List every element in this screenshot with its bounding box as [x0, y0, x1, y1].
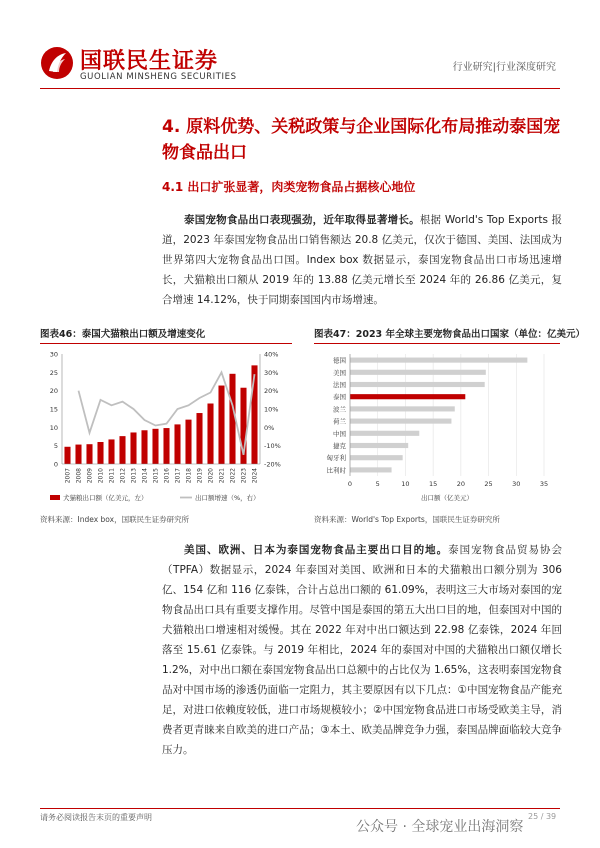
y-right-tick-label: -10%	[264, 442, 281, 451]
x-tick-label: 2008	[75, 468, 83, 484]
y-right-tick-label: 0%	[264, 423, 275, 432]
y-category-label: 匈牙利	[326, 454, 346, 463]
y-left-tick-label: 10	[49, 423, 58, 432]
disclaimer-note: 请务必阅读报告末页的重要声明	[40, 813, 152, 822]
y-left-tick-label: 0	[53, 460, 58, 469]
figure-46-chart	[40, 346, 298, 511]
y-right-tick-label: 30%	[264, 368, 279, 377]
report-category: 行业研究|行业深度研究	[452, 62, 556, 73]
legend-label-bar: 犬猫粮出口额（亿美元，左）	[63, 494, 148, 502]
bar-export-value	[119, 436, 125, 464]
x-tick-label: 2022	[229, 468, 237, 484]
y-right-tick-label: 10%	[264, 405, 279, 414]
bar-country	[350, 406, 455, 411]
bar-export-value	[108, 439, 114, 464]
y-right-tick-label: 20%	[264, 387, 279, 396]
y-left-tick-label: 20	[49, 387, 58, 396]
bar-export-value	[174, 424, 180, 464]
bar-export-value	[64, 447, 70, 464]
chart-axes	[327, 354, 549, 502]
paragraph-export-growth	[162, 210, 562, 310]
x-tick-label: 2007	[64, 468, 72, 484]
bar-country	[350, 467, 392, 472]
y-category-label: 美国	[333, 368, 346, 377]
bar-highlight-thailand	[350, 394, 465, 399]
y-right-tick-label: -20%	[264, 460, 281, 469]
figure-46-title: 图表46：泰国犬猫粮出口额及增速变化	[40, 329, 206, 340]
y-left-tick-label: 5	[53, 442, 58, 451]
y-category-label: 比利时	[326, 466, 346, 475]
paragraph-body: 泰国宠物食品贸易协会（TPFA）数据显示，2024 年泰国对美国、欧洲和日本的犬猫粮出口额分别为 306 亿、154 亿和 116 亿泰铢，合计占总出口额的 61.09%，表明这三大市场对泰国的宠物食品出口具有重要支撑作用。尽管中国是泰国的第五大出口目的地，但泰国对中国的犬猫粮出口增速相对缓慢。其在 2022 年对中出口额达到 22.98 亿泰铢，2024 年回落至 15.61 亿泰铢。与 2019 年相比，2024 年的泰国对中国的犬猫粮出口额仅增长 1.2%，对中出口额在泰国宠物食品出口总额中的占比仅为 1.65%，这表明泰国宠物食品对中国市场的渗透仍面临一定阻力，其主要原因有以下几点：①中国宠物食品产能充足，对进口依赖度较低，进口市场规模较小；②中国宠物食品进口市场受欧美主导，消费者更青睐来自欧美的进口产品；③本土、欧美品牌竞争力强，泰国品牌面临较大竞争压力。	[162, 544, 562, 756]
chart-bars	[350, 358, 527, 473]
x-tick-label: 2010	[97, 468, 105, 484]
x-tick-label: 2013	[130, 468, 138, 484]
bar-export-value	[207, 404, 213, 465]
x-tick-label: 10	[401, 480, 410, 488]
bar-country	[350, 455, 403, 460]
subsection-title: 4.1 出口扩张显著，肉类宠物食品占据核心地位	[162, 180, 416, 194]
x-tick-label: 2011	[108, 468, 116, 484]
bar-export-value	[218, 386, 224, 464]
bar-country	[350, 431, 419, 436]
paragraph-lead: 美国、欧洲、日本为泰国宠物食品主要出口目的地。	[184, 544, 449, 556]
chart-bars	[64, 365, 257, 464]
brand-name-cn: 国联民生证券	[80, 49, 219, 74]
bar-country	[350, 382, 485, 387]
y-category-label: 中国	[333, 429, 346, 438]
x-tick-label: 2009	[86, 468, 94, 484]
bar-export-value	[86, 444, 92, 464]
page-number: 25 / 39	[528, 812, 557, 821]
x-tick-label: 20	[456, 480, 465, 488]
y-category-label: 波兰	[333, 405, 346, 414]
figure-47-chart	[314, 346, 562, 511]
x-tick-label: 5	[375, 480, 380, 488]
figure-46-source: 资料来源：Index box，国联民生证券研究所	[40, 515, 190, 524]
legend-swatch-bar	[50, 495, 60, 500]
bar-export-value	[97, 442, 103, 464]
legend-label-line: 出口额增速（%，右）	[195, 494, 260, 502]
x-axis-label: 出口额（亿美元）	[421, 494, 473, 502]
x-tick-label: 2014	[141, 468, 149, 484]
y-category-label: 泰国	[333, 393, 346, 402]
x-tick-label: 2018	[185, 468, 193, 484]
paragraph-export-destinations	[162, 540, 562, 760]
bar-export-value	[130, 432, 136, 464]
x-tick-label: 2021	[218, 468, 226, 484]
footer-divider	[40, 808, 560, 809]
brand-logo-icon	[40, 46, 74, 80]
bar-export-value	[196, 413, 202, 464]
x-tick-label: 25	[484, 480, 493, 488]
figure-47-title: 图表47：2023 年全球主要宠物食品出口国家（单位：亿美元）	[314, 329, 585, 340]
y-category-label: 荷兰	[333, 417, 346, 426]
y-right-tick-label: 40%	[264, 350, 279, 359]
header-divider	[40, 88, 560, 89]
x-tick-label: 2012	[119, 468, 127, 484]
figure-47-source: 资料来源：World's Top Exports，国联民生证券研究所	[314, 515, 500, 524]
wechat-watermark: 公众号 · 全球宠业出海洞察	[356, 819, 524, 835]
bar-export-value	[185, 420, 191, 464]
x-tick-label: 2016	[163, 468, 171, 484]
bar-export-value	[141, 430, 147, 464]
bar-country	[350, 419, 451, 424]
figure-46-rule	[40, 343, 292, 344]
bar-export-value	[152, 429, 158, 464]
x-tick-label: 2023	[240, 468, 248, 484]
x-tick-label: 0	[347, 480, 353, 488]
bar-export-value	[163, 428, 169, 464]
bar-country	[350, 370, 486, 375]
section-title: 4. 原料优势、关税政策与企业国际化布局推动泰国宠物食品出口	[162, 117, 561, 163]
x-tick-label: 2017	[174, 468, 182, 484]
x-tick-label: 2019	[196, 468, 204, 484]
paragraph-lead: 泰国宠物食品出口表现强劲，近年取得显著增长。	[184, 214, 420, 226]
y-category-label: 捷克	[333, 442, 346, 450]
brand-name-en: GUOLIAN MINSHENG SECURITIES	[80, 72, 237, 82]
bar-country	[350, 443, 408, 448]
y-category-label: 德国	[333, 356, 346, 365]
y-category-label: 法国	[333, 381, 346, 389]
x-tick-label: 2024	[251, 468, 259, 484]
bar-country	[350, 358, 527, 363]
chart-legend	[50, 493, 260, 502]
x-tick-label: 30	[512, 480, 521, 488]
x-tick-label: 35	[539, 480, 549, 488]
x-tick-label: 2020	[207, 468, 215, 484]
figure-47-rule	[314, 343, 560, 344]
paragraph-body: 根据 World's Top Exports 报道，2023 年泰国宠物食品出口销售额达 20.8 亿美元，仅次于德国、美国、法国成为世界第四大宠物食品出口国。Index box 数据显示，泰国宠物食品出口市场迅速增长，犬猫粮出口额从 2019 年的 13.88 亿美元增长至 2024 年的 26.86 亿美元，复合增速 14.12%，快于同期泰国国内市场增速。	[162, 214, 563, 306]
y-left-tick-label: 15	[49, 405, 58, 414]
y-left-tick-label: 25	[49, 368, 58, 377]
y-left-tick-label: 30	[49, 350, 58, 359]
x-tick-label: 15	[429, 480, 438, 488]
x-tick-label: 2015	[152, 468, 160, 484]
bar-export-value	[75, 445, 81, 464]
